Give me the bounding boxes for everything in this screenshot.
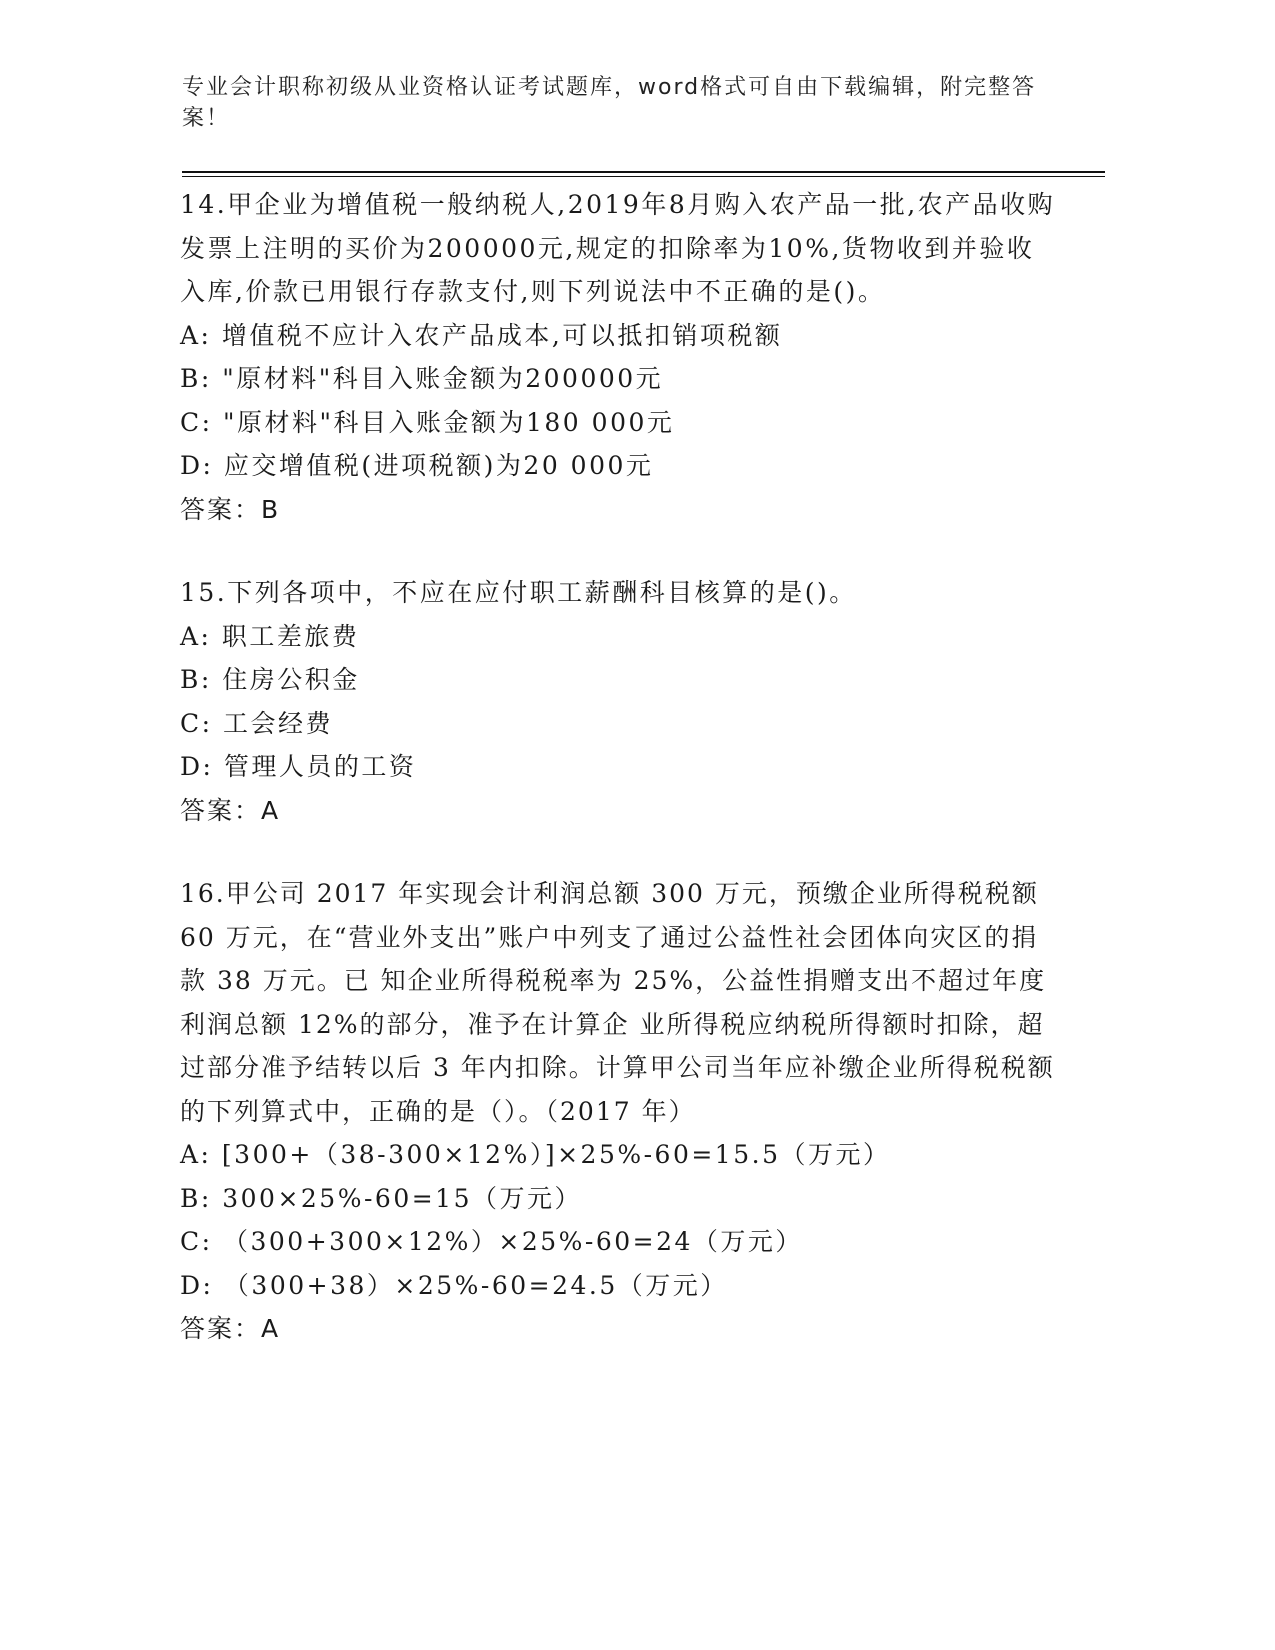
option-b: B: "原材料"科目入账金额为200000元 bbox=[180, 364, 664, 393]
option-d: D: 应交增值税(进项税额)为20 000元 bbox=[180, 451, 654, 480]
question-stem: 14.甲企业为增值税一般纳税人,2019年8月购入农产品一批,农产品收购发票上注明的买价为200000元,规定的扣除率为10%,货物收到并验收入库,价款已用银行存款支付,则下列说法中不正确的是()。 bbox=[180, 190, 1056, 306]
option-d: D: （300+38）×25%-60=24.5（万元） bbox=[180, 1270, 728, 1300]
question-list bbox=[180, 183, 1060, 1391]
header-divider-thin bbox=[182, 176, 1105, 177]
answer-line: 答案：A bbox=[180, 795, 281, 825]
option-c: C: （300+300×12%）×25%-60=24（万元） bbox=[180, 1227, 803, 1256]
option-d: D: 管理人员的工资 bbox=[180, 752, 417, 781]
question-stem: 15.下列各项中，不应在应付职工薪酬科目核算的是()。 bbox=[180, 578, 857, 607]
option-c: C: 工会经费 bbox=[180, 708, 333, 738]
question-stem: 16.甲公司 2017 年实现会计利润总额 300 万元，预缴企业所得税税额 60 万元，在“营业外支出”账户中列支了通过公益性社会团体向灾区的捐款 38 万元。已 知企业所得税税率为 25%，公益性捐赠支出不超过年度利润总额 12%的部分，准予在计算企 业所得税应纳税所得额时扣除，超过部分准予结转以后 3 年内扣除。计算甲公司当年应补缴企业所得税税额的下列算式中，正确的是（）。（2017 年） bbox=[180, 879, 1055, 1126]
option-b: B: 住房公积金 bbox=[180, 665, 360, 694]
answer-line: 答案：A bbox=[180, 1314, 281, 1343]
option-a: A: 职工差旅费 bbox=[180, 621, 360, 651]
question-15 bbox=[180, 571, 1060, 832]
question-14 bbox=[180, 183, 1060, 531]
option-a: A: [300+（38-300×12%）]×25%-60=15.5（万元） bbox=[180, 1140, 891, 1169]
option-b: B: 300×25%-60=15（万元） bbox=[180, 1183, 582, 1213]
header-divider-thick bbox=[182, 171, 1105, 173]
question-16 bbox=[180, 872, 1060, 1351]
option-a: A: 增值税不应计入农产品成本,可以抵扣销项税额 bbox=[180, 320, 783, 350]
header-note: 专业会计职称初级从业资格认证考试题库，word格式可自由下载编辑，附完整答案！ bbox=[182, 75, 1037, 131]
option-c: C: "原材料"科目入账金额为180 000元 bbox=[180, 407, 675, 437]
answer-line: 答案：B bbox=[180, 494, 281, 524]
